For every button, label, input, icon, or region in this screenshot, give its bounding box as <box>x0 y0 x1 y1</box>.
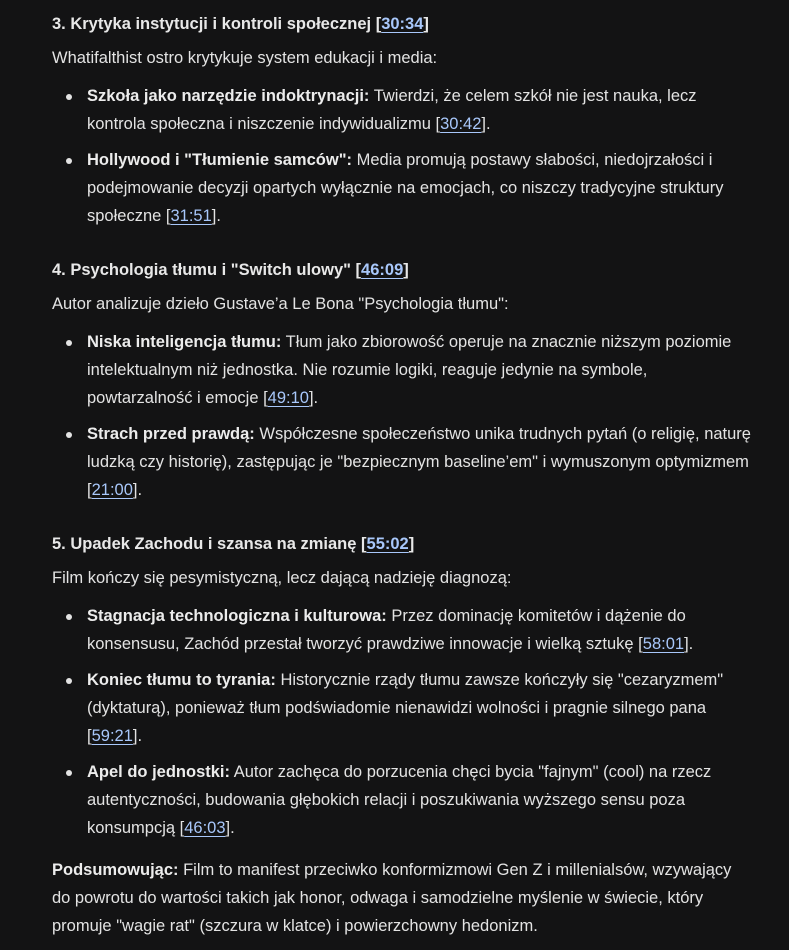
timestamp-link[interactable]: 30:42 <box>440 115 482 133</box>
section-intro: Whatifalthist ostro krytykuje system edukacji i media: <box>52 49 438 67</box>
bullet-list <box>52 82 752 230</box>
timestamp-link[interactable]: 55:02 <box>366 535 409 553</box>
list-item: Koniec tłumu to tyrania: Historycznie rządy tłumu zawsze kończyły się "cezaryzmem" (dyktaturą), ponieważ tłum podświadomie nienawidzi wolności i pragnie silnego pana [59:21]. <box>87 666 752 750</box>
timestamp-link[interactable]: 46:09 <box>361 261 404 279</box>
timestamp-link[interactable]: 59:21 <box>91 727 133 745</box>
list-item: Szkoła jako narzędzie indoktrynacji: Twierdzi, że celem szkół nie jest nauka, lecz kontrola społeczna i niszczenie indywidualizmu [30:42]. <box>87 82 752 138</box>
section-3 <box>52 10 752 230</box>
timestamp-link[interactable]: 46:03 <box>184 819 226 837</box>
timestamp-link[interactable]: 31:51 <box>170 207 212 225</box>
section-intro: Autor analizuje dzieło Gustave’a Le Bona "Psychologia tłumu": <box>52 295 509 313</box>
section-4 <box>52 256 752 504</box>
list-item: Niska inteligencja tłumu: Tłum jako zbiorowość operuje na znacznie niższym poziomie intelektualnym niż jednostka. Nie rozumie logiki, reaguje jedynie na symbole, powtarzalność i emocje [49:10]. <box>87 328 752 412</box>
section-5 <box>52 530 752 842</box>
response-content <box>52 10 752 950</box>
section-heading: 5. Upadek Zachodu i szansa na zmianę [55:02] <box>52 535 415 553</box>
timestamp-link[interactable]: 58:01 <box>642 635 685 653</box>
list-item: Hollywood i "Tłumienie samców": Media promują postawy słabości, niedojrzałości i podejmowanie decyzji opartych wyłącznie na emocjach, co niszczy tradycyjne struktury społeczne [31:51]. <box>87 146 752 230</box>
section-intro: Film kończy się pesymistyczną, lecz dającą nadzieję diagnozą: <box>52 569 512 587</box>
list-item: Strach przed prawdą: Współczesne społeczeństwo unika trudnych pytań (o religię, naturę ludzką czy historię), zastępując je "bezpiecznym baseline’em" i wymuszonym optymizmem [21:00]. <box>87 420 752 504</box>
timestamp-link[interactable]: 49:10 <box>267 389 309 407</box>
summary-paragraph: Podsumowując: Film to manifest przeciwko konformizmowi Gen Z i millenialsów, wzywający do powrotu do wartości takich jak honor, odwaga i samodzielne myślenie w świecie, który promuje "wagie rat" (szczura w klatce) i powierzchowny hedonizm. <box>52 861 732 935</box>
list-item: Stagnacja technologiczna i kulturowa: Przez dominację komitetów i dążenie do konsensusu, Zachód przestał tworzyć prawdziwe innowacje i wielką sztukę [58:01]. <box>87 602 752 658</box>
bullet-list <box>52 328 752 504</box>
bullet-list <box>52 602 752 842</box>
section-heading: 4. Psychologia tłumu i "Switch ulowy" [46:09] <box>52 261 409 279</box>
timestamp-link[interactable]: 21:00 <box>91 481 133 499</box>
list-item: Apel do jednostki: Autor zachęca do porzucenia chęci bycia "fajnym" (cool) na rzecz autentyczności, budowania głębokich relacji i poszukiwania wyższego sensu poza konsumpcją [46:03]. <box>87 758 752 842</box>
timestamp-link[interactable]: 30:34 <box>381 15 424 33</box>
section-heading: 3. Krytyka instytucji i kontroli społecznej [30:34] <box>52 15 429 33</box>
